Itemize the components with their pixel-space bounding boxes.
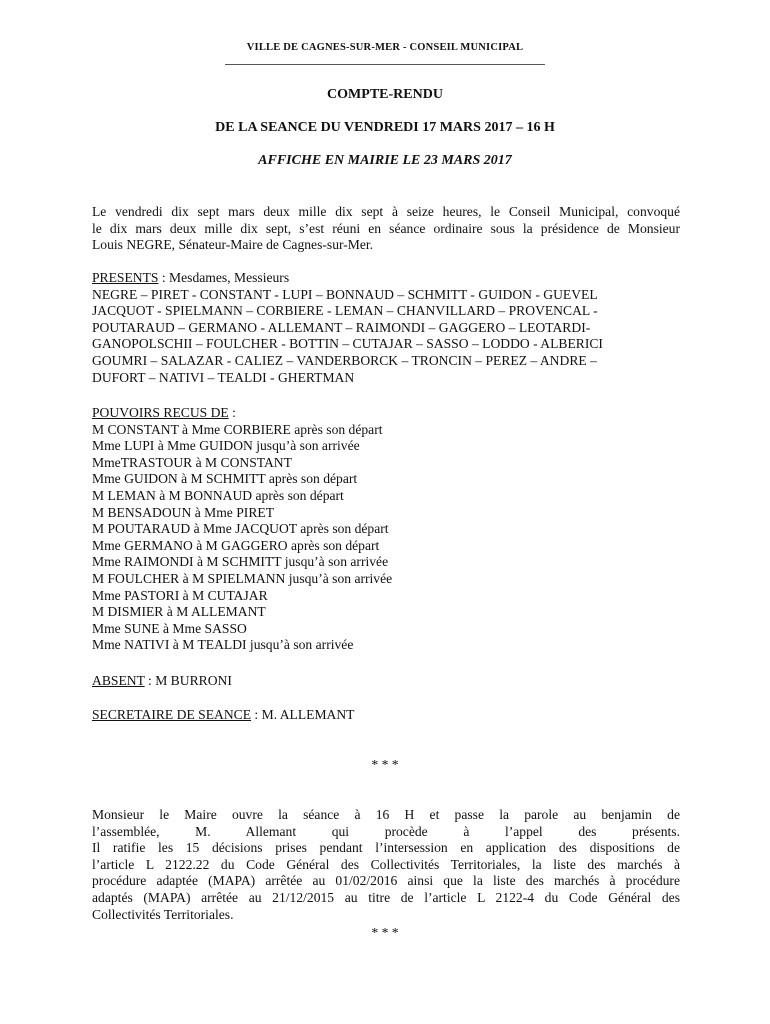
pouvoir-item: M DISMIER à M ALLEMANT [92, 604, 266, 620]
pouvoir-item: M POUTARAUD à Mme JACQUOT après son départ [92, 521, 389, 537]
presents-label: PRESENTS [92, 270, 159, 285]
intro-line: Le vendredi dix sept mars deux mille dix sept à seize heures, le Conseil Municipal, convoqué [92, 204, 680, 219]
secretaire-line [92, 707, 680, 724]
header-rule [225, 64, 545, 65]
pouvoirs-suffix: : [228, 405, 236, 420]
absent-value: : M BURRONI [144, 673, 232, 688]
pouvoir-item: Mme PASTORI à M CUTAJAR [92, 587, 268, 603]
document-header: VILLE DE CAGNES-SUR-MER - CONSEIL MUNICIPAL [246, 42, 524, 53]
closing-line: procédure adaptée (MAPA) arrêtée au 01/02/2016 ainsi que la liste des marchés à procédure [92, 873, 680, 889]
absent-line [92, 673, 680, 690]
presents-heading [92, 270, 680, 287]
closing-line: l’article L 2122.22 du Code Général des Collectivités Territoriales, la liste des marchés à [92, 856, 680, 872]
intro-paragraph [92, 204, 680, 254]
pouvoir-item: Mme LUPI à Mme GUIDON jusqu’à son arrivée [92, 438, 360, 454]
pouvoir-item: M CONSTANT à Mme CORBIERE après son départ [92, 421, 383, 437]
closing-line: Collectivités Territoriales. [92, 906, 234, 922]
presents-line: GANOPOLSCHII – FOULCHER - BOTTIN – CUTAJAR – SASSO – LODDO - ALBERICI [92, 336, 603, 352]
pouvoir-item: MmeTRASTOUR à M CONSTANT [92, 454, 292, 470]
pouvoir-item: M FOULCHER à M SPIELMANN jusqu’à son arrivée [92, 570, 393, 586]
presents-suffix: : Mesdames, Messieurs [158, 270, 290, 285]
presents-line: DUFORT – NATIVI – TEALDI - GHERTMAN [92, 369, 355, 385]
presents-section [92, 270, 680, 386]
absent-label: ABSENT [92, 673, 145, 688]
closing-line: Monsieur le Maire ouvre la séance à 16 H et passe la parole au benjamin de [92, 807, 680, 822]
pouvoirs-heading [92, 405, 680, 422]
section-separator: * * * [371, 757, 399, 772]
section-separator: * * * [371, 925, 399, 940]
pouvoir-item: Mme NATIVI à M TEALDI jusqu’à son arrivée [92, 637, 354, 653]
closing-line: l’assemblée, M. Allemant qui procède à l’appel des présents. [92, 823, 680, 839]
closing-paragraph [92, 807, 680, 923]
pouvoir-item: Mme SUNE à Mme SASSO [92, 620, 247, 636]
pouvoir-item: Mme RAIMONDI à M SCHMITT jusqu’à son arrivée [92, 554, 389, 570]
pouvoirs-section [92, 405, 680, 654]
posting-date: AFFICHE EN MAIRIE LE 23 MARS 2017 [258, 153, 512, 168]
pouvoir-item: Mme GUIDON à M SCHMITT après son départ [92, 471, 358, 487]
secretaire-label: SECRETAIRE DE SEANCE [92, 707, 252, 722]
presents-line: GOUMRI – SALAZAR - CALIEZ – VANDERBORCK – TRONCIN – PEREZ – ANDRE – [92, 352, 597, 368]
pouvoir-item: Mme GERMANO à M GAGGERO après son départ [92, 537, 380, 553]
presents-line: NEGRE – PIRET - CONSTANT - LUPI – BONNAUD – SCHMITT - GUIDON - GUEVEL [92, 286, 598, 302]
presents-line: POUTARAUD – GERMANO - ALLEMANT – RAIMONDI – GAGGERO – LEOTARDI- [92, 319, 591, 335]
document-title: COMPTE-RENDU [327, 87, 443, 102]
closing-line: Il ratifie les 15 décisions prises pendant l’intersession en application des dispositions de [92, 840, 680, 856]
intro-line: le dix mars deux mille dix sept, s’est réuni en séance ordinaire sous la présidence de Monsieur [92, 220, 680, 236]
pouvoir-item: M LEMAN à M BONNAUD après son départ [92, 487, 344, 503]
closing-line: adaptés (MAPA) arrêtée au 21/12/2015 au titre de l’article L 2122-4 du Code Général des [92, 889, 680, 905]
pouvoirs-label: POUVOIRS RECUS DE [92, 405, 229, 420]
presents-line: JACQUOT - SPIELMANN – CORBIERE - LEMAN – CHANVILLARD – PROVENCAL - [92, 303, 598, 319]
pouvoir-item: M BENSADOUN à Mme PIRET [92, 504, 275, 520]
secretaire-value: : M. ALLEMANT [251, 707, 355, 722]
intro-line: Louis NEGRE, Sénateur-Maire de Cagnes-sur-Mer. [92, 237, 374, 253]
session-title: DE LA SEANCE DU VENDREDI 17 MARS 2017 – 16 H [215, 120, 555, 135]
